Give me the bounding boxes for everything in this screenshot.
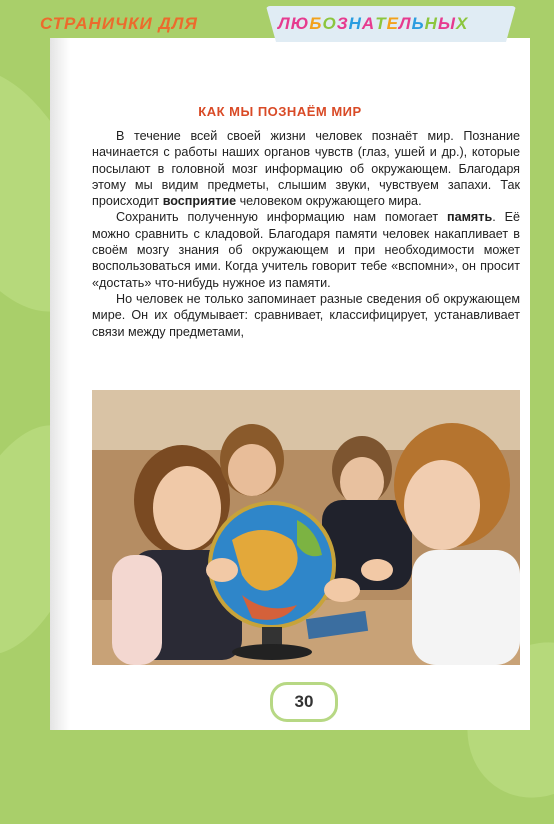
text-run: Сохранить полученную информацию нам помогает bbox=[116, 210, 447, 225]
paragraph bbox=[92, 209, 520, 290]
photo-illustration bbox=[92, 390, 520, 665]
key-term: память bbox=[447, 210, 493, 225]
text-run: человеком окружающего мира. bbox=[236, 194, 422, 209]
banner-letter: Ю bbox=[290, 14, 310, 33]
banner-title-part2 bbox=[278, 14, 468, 34]
banner-letter: Ы bbox=[437, 14, 456, 33]
photo-children-with-globe bbox=[92, 390, 520, 665]
banner-letter: А bbox=[361, 14, 376, 33]
banner-letter: З bbox=[336, 14, 349, 33]
banner-letter: Н bbox=[348, 14, 362, 33]
key-term: восприятие bbox=[162, 194, 237, 209]
banner-letter: О bbox=[322, 14, 337, 33]
section-banner bbox=[40, 6, 520, 46]
paragraph bbox=[92, 128, 520, 209]
banner-letter: Х bbox=[455, 14, 469, 33]
text-run: В течение всей своей жизни человек познаёт мир. Познание начинается с работы наших органов чувств (глаз, ушей и др.), которые посылают в головной мозг информацию об окружающем. Благодаря этому мы видим предметы, слышим звуки, чувствуем запахи. Так происходит bbox=[92, 129, 520, 209]
banner-letter: Н bbox=[424, 14, 438, 33]
banner-title-part1: СТРАНИЧКИ ДЛЯ bbox=[40, 14, 198, 33]
banner-letter: Е bbox=[386, 14, 399, 33]
body-text bbox=[92, 128, 520, 340]
banner-letter: Б bbox=[309, 14, 323, 33]
text-run: . Её можно сравнить с кладовой. Благодаря памяти человек накапливает в своём мозгу знания об окружающем и при необходимости может воспользоваться ими. Когда учитель говорит тебе «вспомни», он просит «достать» что-нибудь нужное из памяти. bbox=[92, 210, 520, 290]
text-run: Но человек не только запоминает разные сведения об окружающем мире. Он их обдумывает: сравнивает, классифицирует, устанавливает связи между предметами, bbox=[92, 291, 520, 339]
page-number: 30 bbox=[270, 682, 338, 722]
banner-letter: Т bbox=[375, 14, 387, 33]
page-title: КАК МЫ ПОЗНАЁМ МИР bbox=[198, 104, 362, 119]
banner-letter: Л bbox=[278, 14, 291, 33]
paragraph bbox=[92, 291, 520, 340]
page-spine-shadow bbox=[50, 38, 70, 730]
banner-letter: Л bbox=[398, 14, 412, 33]
banner-letter: Ь bbox=[411, 14, 425, 33]
